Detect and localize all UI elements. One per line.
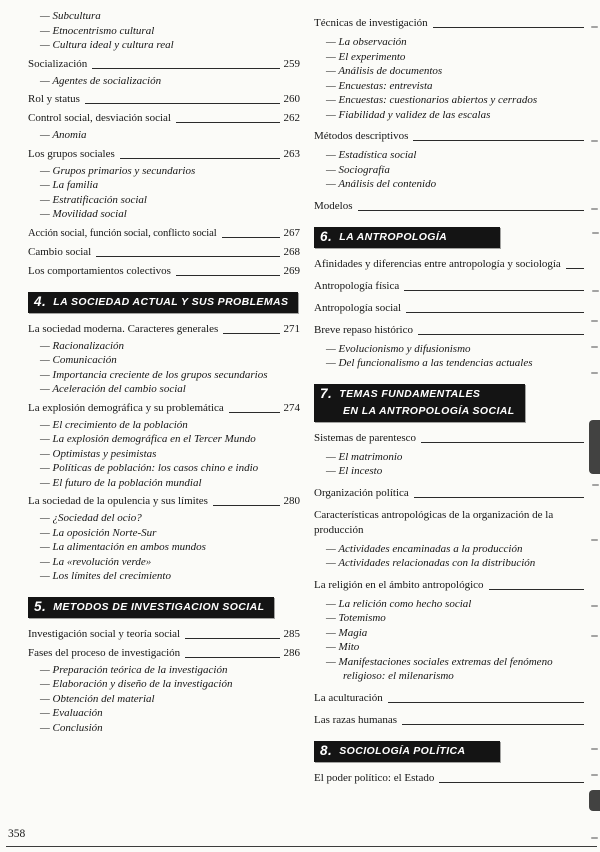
toc-entry-title: La sociedad moderna. Caracteres generales <box>28 322 219 335</box>
toc-entry-title: Afinidades y diferencias entre antropología y sociología <box>314 257 561 270</box>
scan-edge-smudge <box>589 420 600 474</box>
toc-page-number: 263 <box>283 147 300 160</box>
toc-subentry: — La observación <box>326 36 407 48</box>
section-title: METODOS DE INVESTIGACION SOCIAL <box>53 600 265 613</box>
scan-artifact <box>592 484 599 486</box>
toc-page-number: 286 <box>283 646 300 659</box>
toc-entry <box>28 111 300 126</box>
scan-artifact <box>591 837 598 839</box>
toc-entry <box>28 92 300 107</box>
toc-entry-title: La aculturación <box>314 691 383 704</box>
toc-subentry: — Actividades relacionadas con la distribución <box>326 557 536 569</box>
toc-entry-title: Antropología física <box>314 279 400 292</box>
toc-subentry: — Análisis del contenido <box>326 178 437 190</box>
toc-page-number: 280 <box>283 495 300 507</box>
toc-entry <box>28 57 300 72</box>
toc-entry-title: Cambio social <box>28 245 92 258</box>
leader-line <box>176 122 280 123</box>
section-number: 8. <box>320 742 333 758</box>
leader-line <box>229 412 280 413</box>
leader-line <box>489 589 584 590</box>
leader-line <box>223 333 279 334</box>
toc-subentry: — Etnocentrismo cultural <box>40 24 155 37</box>
toc-entry-title: Fases del proceso de investigación <box>28 646 181 659</box>
footer-rule <box>6 846 597 847</box>
toc-column-right <box>314 9 600 852</box>
scan-artifact <box>591 372 598 374</box>
toc-subentry: — Del funcionalismo a las tendencias actuales <box>326 357 533 369</box>
toc-subentry: — Fiabilidad y validez de las escalas <box>326 108 491 121</box>
toc-subentry: — La alimentación en ambos mundos <box>40 541 206 553</box>
leader-line <box>92 68 279 69</box>
toc-entry <box>314 129 588 144</box>
section-number: 6. <box>320 228 333 244</box>
toc-entry-title: Acción social, función social, conflicto social <box>28 227 217 239</box>
section-title: SOCIOLOGÍA POLÍTICA <box>339 744 466 757</box>
toc-subentry: — ¿Sociedad del ocio? <box>40 512 142 524</box>
toc-page-number: 271 <box>283 322 300 335</box>
toc-subentry: — Encuestas: entrevista <box>326 79 433 92</box>
toc-subentry: — El experimento <box>326 50 406 63</box>
toc-subentry: — Estratificación social <box>40 193 147 206</box>
toc-entry <box>28 401 300 416</box>
scan-artifact <box>591 605 598 607</box>
toc-page-number: 285 <box>283 627 300 640</box>
toc-subentry: — El crecimiento de la población <box>40 418 188 431</box>
toc-entry <box>28 264 300 279</box>
toc-subentry: — Magia <box>326 626 368 639</box>
toc-subentry: — La oposición Norte-Sur <box>40 526 157 539</box>
toc-subentry: — Movilidad social <box>40 208 127 220</box>
scan-artifact <box>591 346 598 348</box>
scan-artifact <box>592 290 599 292</box>
leader-line <box>176 275 280 276</box>
leader-line <box>96 256 279 257</box>
toc-subentry: — Racionalización <box>40 339 125 352</box>
toc-entry-title: El poder político: el Estado <box>314 771 435 784</box>
toc-page-number: 267 <box>283 226 300 239</box>
toc-entry <box>314 486 588 501</box>
toc-subentry: — Preparación teórica de la investigación <box>40 663 228 676</box>
leader-line <box>358 210 585 211</box>
toc-page-number: 268 <box>283 245 300 258</box>
toc-page-number: 274 <box>283 401 300 414</box>
toc-subentry: — Encuestas: cuestionarios abiertos y cerrados <box>326 94 538 106</box>
toc-subentry: — Obtención del material <box>40 692 155 705</box>
toc-subentry: — Importancia creciente de los grupos secundarios <box>40 368 268 381</box>
scan-artifact <box>591 539 598 541</box>
toc-entry <box>314 713 588 728</box>
toc-page-number: 262 <box>283 112 300 124</box>
toc-entry <box>314 323 588 338</box>
leader-line <box>406 312 584 313</box>
leader-line <box>222 237 280 238</box>
toc-entry <box>314 16 588 31</box>
toc-subentry: — La «revolución verde» <box>40 555 152 568</box>
section-header <box>28 597 274 618</box>
toc-entry-title: La religión en el ámbito antropológico <box>314 578 484 591</box>
toc-subentry: — El incesto <box>326 465 383 477</box>
section-number: 7. <box>320 385 333 401</box>
toc-entry-title: La sociedad de la opulencia y sus límites <box>28 495 208 507</box>
toc-entry <box>28 322 300 337</box>
scan-artifact <box>591 140 598 142</box>
leader-line <box>566 268 584 269</box>
scan-artifact <box>591 774 598 776</box>
toc-subentry: — Totemismo <box>326 612 386 624</box>
toc-page-number: 269 <box>283 264 300 277</box>
toc-subentry: — Evolucionismo y difusionismo <box>326 342 471 355</box>
toc-subentry: — Subcultura <box>40 10 101 22</box>
toc-entry <box>28 245 300 260</box>
scan-artifact <box>591 748 598 750</box>
toc-entry-title: Rol y status <box>28 93 80 105</box>
toc-subentry: — Actividades encaminadas a la producción <box>326 542 523 555</box>
toc-subentry: — Sociografía <box>326 163 390 176</box>
toc-subentry: — Los límites del crecimiento <box>40 570 171 582</box>
toc-subentry: — La familia <box>40 179 99 191</box>
toc-subentry: — El matrimonio <box>326 450 403 463</box>
toc-entry <box>28 494 300 509</box>
toc-entry-title: Modelos <box>314 199 353 212</box>
toc-entry-title: Investigación social y teoría social <box>28 627 181 640</box>
toc-entry-title: Técnicas de investigación <box>314 17 428 29</box>
toc-entry <box>28 646 300 661</box>
section-number: 4. <box>34 293 47 309</box>
toc-entry <box>314 301 588 316</box>
toc-entry-title: Los grupos sociales <box>28 147 115 160</box>
toc-subentry: — Manifestaciones sociales extremas del fenómeno religioso: el milenarismo <box>326 655 553 682</box>
scan-artifact <box>591 26 598 28</box>
leader-line <box>185 638 279 639</box>
toc-subentry: — Mito <box>326 641 360 653</box>
toc-page-number: 259 <box>283 57 300 70</box>
toc-subentry: — La explosión demográfica en el Tercer Mundo <box>40 433 256 445</box>
toc-column-left <box>28 9 300 852</box>
scan-artifact <box>591 208 598 210</box>
toc-entry-title: Sistemas de parentesco <box>314 431 417 444</box>
toc-subentry: — Análisis de documentos <box>326 65 443 77</box>
leader-line <box>404 290 584 291</box>
page-footer <box>0 818 600 852</box>
toc-entry-title: Socialización <box>28 57 88 70</box>
toc-entry-title: Antropología social <box>314 301 402 314</box>
toc-subentry: — Anomia <box>40 129 87 141</box>
section-title-line2: EN LA ANTROPOLOGÍA SOCIAL <box>343 404 515 417</box>
toc-entry-title: Los comportamientos colectivos <box>28 264 171 277</box>
toc-entry <box>314 691 588 706</box>
scan-artifact <box>591 320 598 322</box>
toc-entry-title: Las razas humanas <box>314 713 398 726</box>
toc-subentry: — Evaluación <box>40 707 103 719</box>
leader-line <box>402 724 584 725</box>
toc-entry <box>314 578 588 593</box>
toc-entry: Características antropológicas de la organización de la producción <box>314 508 554 536</box>
toc-entry <box>28 627 300 642</box>
scan-artifact <box>592 232 599 234</box>
toc-entry-title: Breve repaso histórico <box>314 323 413 336</box>
scan-artifact <box>591 635 598 637</box>
toc-subentry: — Grupos primarios y secundarios <box>40 164 196 177</box>
toc-subentry: — Agentes de socialización <box>40 74 162 87</box>
toc-entry <box>314 257 588 272</box>
leader-line <box>388 702 584 703</box>
toc-entry-title: Organización política <box>314 486 409 499</box>
toc-subentry: — Estadística social <box>326 149 417 161</box>
toc-entry-title: Métodos descriptivos <box>314 130 409 142</box>
leader-line <box>413 140 584 141</box>
leader-line <box>414 497 584 498</box>
section-title: LA ANTROPOLOGÍA <box>339 230 448 243</box>
leader-line <box>433 27 584 28</box>
section-header <box>314 227 500 248</box>
toc-subentry: — Aceleración del cambio social <box>40 383 186 395</box>
toc-entry-title: Control social, desviación social <box>28 112 171 124</box>
toc-subentry: — Políticas de población: los casos chino e indio <box>40 462 259 474</box>
toc-entry <box>314 199 588 214</box>
section-title: TEMAS FUNDAMENTALES <box>339 387 481 400</box>
toc-subentry: — Cultura ideal y cultura real <box>40 39 174 51</box>
toc-subentry: — Comunicación <box>40 354 117 366</box>
section-title: LA SOCIEDAD ACTUAL Y SUS PROBLEMAS <box>53 295 289 308</box>
section-header <box>28 292 298 313</box>
toc-entry <box>28 226 300 241</box>
section-number: 5. <box>34 598 47 614</box>
toc-subentry: — El futuro de la población mundial <box>40 476 202 489</box>
toc-subentry: — La relición como hecho social <box>326 597 472 610</box>
toc-entry <box>314 279 588 294</box>
leader-line <box>185 657 279 658</box>
section-header <box>314 741 500 762</box>
toc-page-number: 260 <box>283 93 300 105</box>
toc-subentry: — Elaboración y diseño de la investigación <box>40 678 233 690</box>
toc-subentry: — Conclusión <box>40 721 103 734</box>
leader-line <box>213 505 280 506</box>
toc-entry <box>314 431 588 446</box>
toc-entry <box>314 771 588 786</box>
toc-subentry: — Optimistas y pesimistas <box>40 447 157 460</box>
folio-page-number: 358 <box>8 828 26 840</box>
toc-entry-title: La explosión demográfica y su problemática <box>28 401 224 414</box>
leader-line <box>418 334 584 335</box>
section-header <box>314 384 525 422</box>
toc-entry <box>28 147 300 162</box>
leader-line <box>421 442 584 443</box>
leader-line <box>439 782 584 783</box>
leader-line <box>85 103 280 104</box>
leader-line <box>120 158 280 159</box>
scan-edge-smudge <box>589 790 600 811</box>
